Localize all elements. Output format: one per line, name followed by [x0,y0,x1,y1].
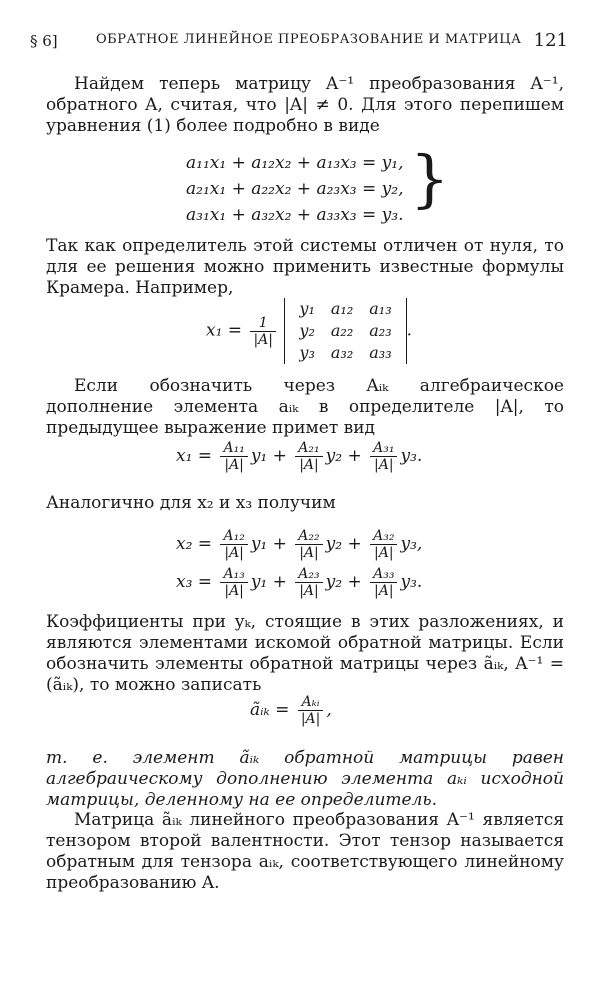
paragraph-7 [46,810,564,894]
frac-den: |A| [300,711,321,727]
frac-den: |A| [224,583,244,599]
fraction [370,440,397,473]
fraction [295,528,322,561]
cramer-fraction [250,315,276,348]
term: y₁ + [250,446,287,466]
eq-tilde-comma: , [326,700,332,720]
eq-tilde-lhs: ãᵢₖ = [250,700,290,720]
system-row-2: a₂₁x₁ + a₂₂x₂ + a₂₃x₃ = y₂, [186,179,404,199]
matrix-cell: a₁₂ [330,299,354,318]
matrix-cell: y₃ [299,343,315,362]
frac-den: |A| [374,545,394,561]
right-brace: } [410,142,450,215]
frac-num: A₂₃ [295,566,322,583]
cramer-frac-num: 1 [250,315,276,332]
matrix-cell: y₁ [299,299,315,318]
cramer-formula [206,298,412,364]
determinant-matrix [284,298,406,364]
matrix-cell: y₂ [299,321,315,340]
paragraph-3-text: Если обозначить через Aᵢₖ алгебраическое дополнение элемента aᵢₖ в определителе |A|, то предыдущее выражение примет вид [46,376,564,438]
eq-x3-lhs: x₃ = [176,572,213,592]
paragraph-6 [46,748,564,811]
section-number: § 6] [30,32,58,50]
frac-num: A₃₂ [370,528,397,545]
term: y₁ + [250,572,287,592]
term: y₁ + [250,534,287,554]
term: y₂ + [325,572,362,592]
cramer-frac-den: |A| [253,331,274,348]
page-number: 121 [533,30,568,51]
equation-x1 [176,440,422,473]
equation-x3 [176,566,422,599]
matrix-cell: a₂₃ [369,321,392,340]
frac-num: A₂₂ [295,528,322,545]
fraction [298,694,324,727]
matrix-cell: a₃₂ [330,343,354,362]
cramer-lhs: x₁ = [206,320,243,341]
fraction [220,440,247,473]
term: y₃, [400,534,423,554]
equation-x2 [176,528,422,561]
frac-num: A₃₁ [370,440,397,457]
equation-system [186,150,403,228]
term: y₂ + [325,446,362,466]
paragraph-4 [46,493,564,514]
frac-den: |A| [299,545,319,561]
frac-den: |A| [224,457,244,473]
frac-num: Aₖᵢ [298,694,324,711]
paragraph-1 [46,74,564,137]
paragraph-1-text: Найдем теперь матрицу A⁻¹ преобразования A⁻¹, обратного A, считая, что |A| ≠ 0. Для этого перепишем уравнения (1) более подробно в виде [46,74,564,136]
paragraph-2 [46,236,564,299]
matrix-cell: a₃₃ [369,343,392,362]
running-header [30,30,568,54]
equation-inverse-element [250,694,332,727]
frac-den: |A| [374,583,394,599]
frac-num: A₁₃ [220,566,247,583]
system-row-3: a₃₁x₁ + a₃₂x₂ + a₃₃x₃ = y₃. [186,205,404,225]
frac-num: A₃₃ [370,566,397,583]
paragraph-3 [46,376,564,439]
eq-x1-lhs: x₁ = [176,446,213,466]
frac-den: |A| [374,457,394,473]
fraction [295,566,322,599]
fraction [220,528,247,561]
frac-num: A₁₂ [220,528,247,545]
fraction [370,528,397,561]
paragraph-5 [46,612,564,696]
chapter-title: ОБРАТНОЕ ЛИНЕЙНОЕ ПРЕОБРАЗОВАНИЕ И МАТРИЦА [96,32,522,47]
frac-den: |A| [224,545,244,561]
matrix-cell: a₂₂ [330,321,354,340]
frac-num: A₂₁ [295,440,322,457]
paragraph-5-text: Коэффициенты при yₖ, стоящие в этих разложениях, и являются элементами искомой обратной матрицы. Если обозначить элементы обратной матрицы через ãᵢₖ, A⁻¹ = (ãᵢₖ), то можно записать [46,612,564,695]
paragraph-7-text: Матрица ãᵢₖ линейного преобразования A⁻¹ является тензором второй валентности. Этот тензор называется обратным для тензора aᵢₖ, соответствующего линейному преобразованию A. [46,810,564,893]
frac-den: |A| [299,583,319,599]
paragraph-2-text: Так как определитель этой системы отличен от нуля, то для ее решения можно применить известные формулы Крамера. Например, [46,236,564,298]
term: y₃. [400,446,423,466]
term: y₃. [400,572,423,592]
cramer-period: . [406,320,413,341]
paragraph-6-text: т. е. элемент ãᵢₖ обратной матрицы равен алгебраическому дополнению элемента aₖᵢ исходной матрицы, деленному на ее определитель. [46,748,564,810]
frac-num: A₁₁ [220,440,247,457]
fraction [220,566,247,599]
paragraph-4-text: Аналогично для x₂ и x₃ получим [46,493,336,513]
frac-den: |A| [299,457,319,473]
system-row-1: a₁₁x₁ + a₁₂x₂ + a₁₃x₃ = y₁, [186,153,404,173]
term: y₂ + [325,534,362,554]
matrix-cell: a₁₃ [369,299,392,318]
fraction [370,566,397,599]
eq-x2-lhs: x₂ = [176,534,213,554]
fraction [295,440,322,473]
